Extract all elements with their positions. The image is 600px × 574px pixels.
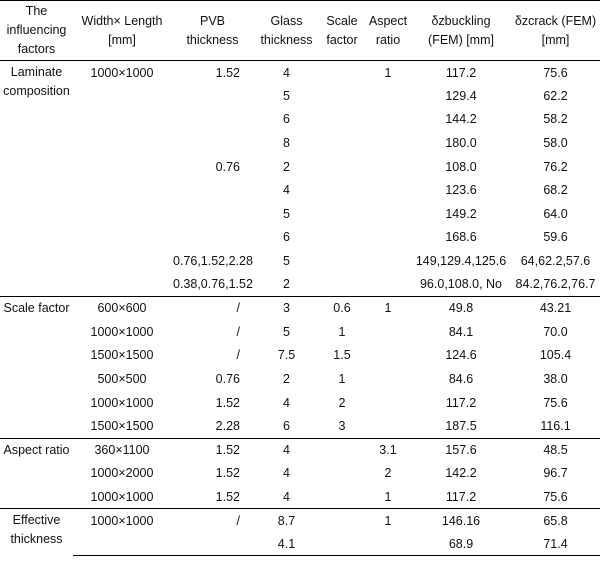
table-row [0,532,600,556]
buckling-deflection-cell: 157.6 [411,438,511,462]
crack-deflection-cell: 64,62.2,57.6 [520,254,591,269]
influencing-factor-cell: Laminate composition [0,61,73,297]
scale-factor-cell: 1 [338,324,346,339]
buckling-deflection-cell: 49.8 [411,296,511,320]
scale-factor-cell [319,61,365,85]
crack-deflection-cell: 58.0 [543,136,568,151]
buckling-deflection-cell: 129.4 [445,88,477,103]
table-row [0,296,600,320]
width-length-cell: 1000×2000 [90,466,154,481]
buckling-deflection-cell: 168.6 [445,230,477,245]
table-row [0,320,600,344]
table-row [0,438,600,462]
pvb-thickness-cell [171,532,254,556]
buckling-deflection-cell: 149.2 [445,206,477,221]
header-width-length: Width× Length [mm] [73,1,171,61]
width-length-cell [73,131,171,155]
crack-deflection-cell: 116.1 [540,418,571,433]
table-row [0,391,600,415]
glass-thickness-cell: 4.1 [254,532,319,556]
glass-thickness-cell: 5 [283,206,290,221]
buckling-deflection-cell: 149,129.4,125.6 [415,254,507,269]
width-length-cell [73,178,171,202]
buckling-deflection-cell: 124.6 [445,348,477,363]
glass-thickness-cell: 8 [283,136,290,151]
aspect-ratio-cell [365,532,411,556]
influencing-factor-cell: Aspect ratio [0,438,73,509]
width-length-cell [73,202,171,226]
aspect-ratio-cell [365,226,411,250]
width-length-cell: 1500×1500 [90,418,154,433]
scale-factor-cell: 1 [338,372,346,387]
scale-factor-cell [319,108,365,132]
aspect-ratio-cell [365,178,411,202]
buckling-deflection-cell: 117.2 [445,489,477,504]
width-length-cell: 1500×1500 [90,348,154,363]
table-row [0,61,600,85]
glass-thickness-cell: 3 [254,296,319,320]
width-length-cell: 1000×1000 [73,509,171,533]
aspect-ratio-cell: 1 [365,61,411,85]
pvb-thickness-cell: / [236,348,240,363]
width-length-cell: 600×600 [73,296,171,320]
table-row [0,414,600,438]
glass-thickness-cell: 2 [283,372,290,387]
buckling-deflection-cell: 84.1 [448,324,474,339]
pvb-thickness-cell: / [236,324,240,339]
pvb-thickness-cell: 1.52 [215,489,240,504]
buckling-deflection-cell: 84.6 [448,372,474,387]
table-row [0,509,600,533]
glass-thickness-cell: 6 [283,230,290,245]
glass-thickness-cell: 4 [283,466,290,481]
header-pvb-thickness: PVB thickness [171,1,254,61]
aspect-ratio-cell [365,108,411,132]
glass-thickness-cell: 2 [283,159,290,174]
pvb-thickness-cell: 0.38,0.76,1.52 [173,277,253,292]
scale-factor-cell: 1.5 [333,348,351,363]
scale-factor-cell [319,226,365,250]
pvb-thickness-cell [171,108,254,132]
width-length-cell: 360×1100 [73,438,171,462]
buckling-deflection-cell: 96.0,108.0, No [419,277,502,292]
pvb-thickness-cell: / [171,296,254,320]
glass-thickness-cell: 2 [283,277,290,292]
buckling-deflection-cell: 142.2 [445,466,477,481]
scale-factor-cell [319,485,365,509]
scale-factor-cell [319,462,365,486]
crack-deflection-cell: 68.2 [543,183,568,198]
crack-deflection-cell: 48.5 [511,438,600,462]
aspect-ratio-cell [365,391,411,415]
width-length-cell: 1000×1000 [73,61,171,85]
pvb-thickness-cell [171,131,254,155]
crack-deflection-cell: 76.2 [543,159,568,174]
pvb-thickness-cell: 1.52 [215,395,240,410]
scale-factor-cell [319,509,365,533]
aspect-ratio-cell: 1 [365,296,411,320]
width-length-cell: 1000×1000 [90,395,154,410]
width-length-cell [73,226,171,250]
aspect-ratio-cell [365,131,411,155]
glass-thickness-cell: 4 [283,489,290,504]
buckling-deflection-cell: 187.5 [445,418,477,433]
table-row [0,485,600,509]
width-length-cell: 500×500 [97,372,147,387]
scale-factor-cell [319,155,365,179]
pvb-thickness-cell [171,178,254,202]
scale-factor-cell [319,202,365,226]
header-glass-thickness: Glass thickness [254,1,319,61]
buckling-deflection-cell: 146.16 [411,509,511,533]
pvb-thickness-cell: 1.52 [171,438,254,462]
width-length-cell [73,84,171,108]
header-row [0,1,600,61]
table-row [0,84,600,108]
buckling-deflection-cell: 144.2 [445,112,477,127]
aspect-ratio-cell: 1 [365,509,411,533]
aspect-ratio-cell [365,202,411,226]
pvb-thickness-cell [171,202,254,226]
scale-factor-cell [319,131,365,155]
aspect-ratio-cell [365,84,411,108]
pvb-thickness-cell: 0.76,1.52,2.28 [173,254,253,269]
glass-thickness-cell: 6 [283,112,290,127]
aspect-ratio-cell [365,249,411,273]
crack-deflection-cell: 75.6 [511,61,600,85]
glass-thickness-cell: 4 [254,438,319,462]
table-row [0,344,600,368]
table-row [0,462,600,486]
crack-deflection-cell: 38.0 [543,372,568,387]
table-row [0,202,600,226]
glass-thickness-cell: 8.7 [254,509,319,533]
scale-factor-cell [319,532,365,556]
buckling-deflection-cell: 117.2 [411,61,511,85]
crack-deflection-cell: 75.6 [543,395,568,410]
crack-deflection-cell: 59.6 [543,230,568,245]
pvb-thickness-cell: 0.76 [215,159,240,174]
table-row [0,108,600,132]
glass-thickness-cell: 4 [254,61,319,85]
crack-deflection-cell: 75.6 [543,489,568,504]
crack-deflection-cell: 43.21 [511,296,600,320]
aspect-ratio-cell [365,344,411,368]
table-row [0,273,600,297]
aspect-ratio-cell: 2 [384,466,392,481]
scale-factor-cell: 3 [338,418,346,433]
header-crack-deflection: δzcrack (FEM) [mm] [511,1,600,61]
aspect-ratio-cell: 1 [384,489,392,504]
pvb-thickness-cell [171,84,254,108]
header-influencing-factors: The influencing factors [0,1,73,61]
glass-thickness-cell: 4 [283,395,290,410]
glass-thickness-cell: 5 [283,88,290,103]
table-row [0,249,600,273]
crack-deflection-cell: 64.0 [543,206,568,221]
table-row [0,226,600,250]
glass-thickness-cell: 4 [283,183,290,198]
aspect-ratio-cell [365,414,411,438]
width-length-cell: 1000×1000 [90,324,154,339]
scale-factor-cell [319,178,365,202]
buckling-deflection-cell: 108.0 [445,159,477,174]
influencing-factor-cell: Effective thickness [0,509,73,556]
header-buckling-deflection: δzbuckling (FEM) [mm] [411,1,511,61]
header-aspect-ratio: Aspect ratio [365,1,411,61]
glass-thickness-cell: 5 [283,254,290,269]
buckling-deflection-cell: 123.6 [445,183,477,198]
pvb-thickness-cell: 1.52 [215,466,240,481]
aspect-ratio-cell: 3.1 [365,438,411,462]
glass-thickness-cell: 5 [283,324,290,339]
aspect-ratio-cell [365,320,411,344]
buckling-deflection-cell: 68.9 [411,532,511,556]
table-row [0,155,600,179]
table-row [0,178,600,202]
crack-deflection-cell: 71.4 [511,532,600,556]
aspect-ratio-cell [365,273,411,297]
pvb-thickness-cell: 2.28 [215,418,240,433]
crack-deflection-cell: 70.0 [543,324,568,339]
width-length-cell: 1000×1000 [90,489,154,504]
crack-deflection-cell: 84.2,76.2,76.7 [515,277,596,292]
scale-factor-cell: 0.6 [319,296,365,320]
aspect-ratio-cell [365,367,411,391]
scale-factor-cell: 2 [338,395,346,410]
width-length-cell [73,532,171,556]
width-length-cell [73,155,171,179]
crack-deflection-cell: 105.4 [539,348,572,363]
table-row [0,131,600,155]
glass-thickness-cell: 7.5 [277,348,296,363]
buckling-deflection-cell: 180.0 [445,136,477,151]
influencing-factor-cell: Scale factor [0,296,73,438]
scale-factor-cell [319,84,365,108]
glass-thickness-cell: 6 [283,418,290,433]
table-body [0,61,600,556]
width-length-cell [73,249,171,273]
pvb-thickness-cell: / [171,509,254,533]
crack-deflection-cell: 62.2 [543,88,568,103]
width-length-cell [73,108,171,132]
crack-deflection-cell: 96.7 [543,466,568,481]
table-row [0,367,600,391]
pvb-thickness-cell: 1.52 [171,61,254,85]
scale-factor-cell [319,438,365,462]
crack-deflection-cell: 65.8 [511,509,600,533]
buckling-deflection-cell: 117.2 [445,395,477,410]
aspect-ratio-cell [365,155,411,179]
scale-factor-cell [319,273,365,297]
pvb-thickness-cell: 0.76 [215,372,240,387]
scale-factor-cell [319,249,365,273]
width-length-cell [73,273,171,297]
header-scale-factor: Scale factor [319,1,365,61]
crack-deflection-cell: 58.2 [543,112,568,127]
pvb-thickness-cell [171,226,254,250]
